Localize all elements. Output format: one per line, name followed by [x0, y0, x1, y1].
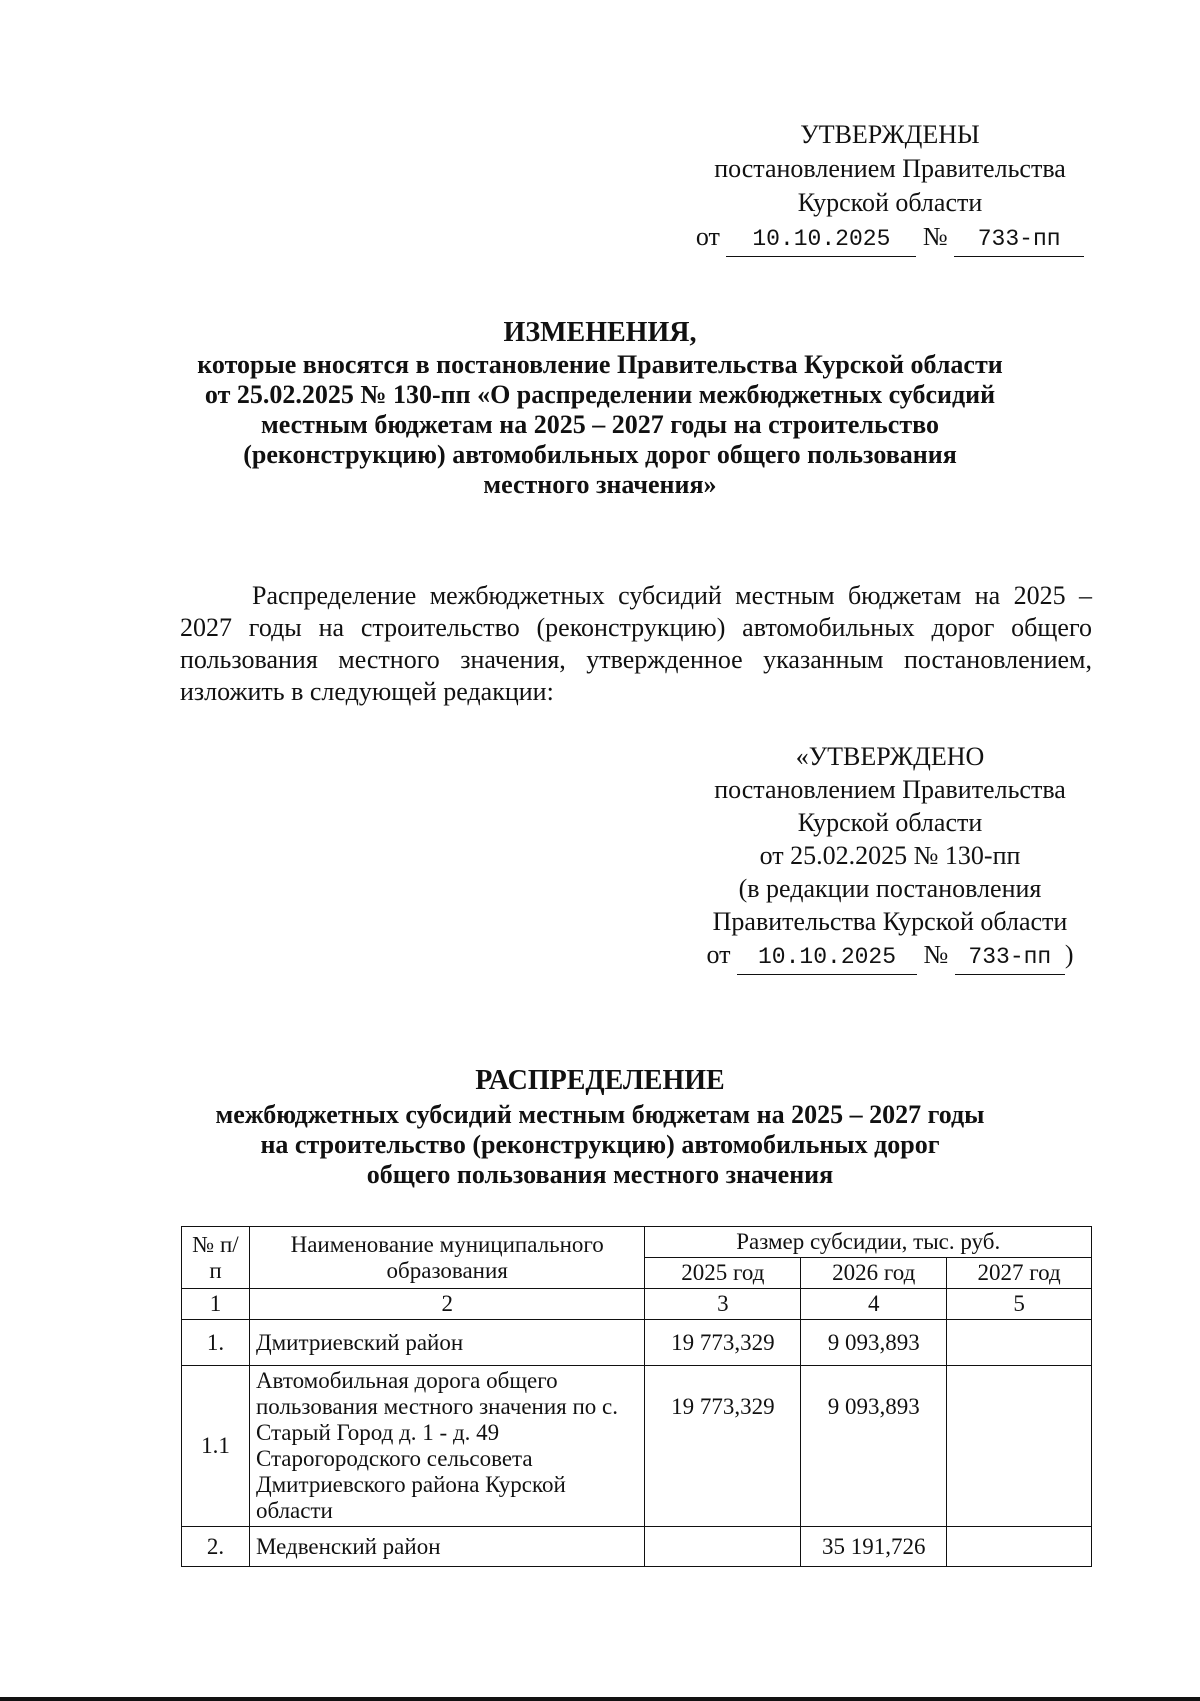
table-header-row — [182, 1227, 1092, 1258]
row-2026: 9 093,893 — [801, 1366, 947, 1527]
body-paragraph — [180, 580, 1092, 708]
changes-subtitle-line: (реконструкцию) автомобильных дорог общего пользования — [243, 440, 957, 469]
row-2026: 35 191,726 — [801, 1527, 947, 1567]
approval2-line-3: от 25.02.2025 № 130-пп — [759, 841, 1021, 870]
distribution-title: РАСПРЕДЕЛЕНИЕ — [475, 1065, 725, 1096]
approval2-date: 10.10.2025 — [737, 941, 917, 975]
col-header-no: № п/п — [182, 1227, 250, 1289]
closing-paren: ) — [1064, 940, 1074, 969]
row-number: 2. — [182, 1527, 250, 1567]
row-2026: 9 093,893 — [801, 1320, 947, 1366]
row-number: 1.1 — [182, 1366, 250, 1527]
approval-number: 733-пп — [954, 222, 1084, 257]
distribution-subtitle-line: общего пользования местного значения — [366, 1160, 834, 1189]
approval-line-2: Курской области — [797, 188, 983, 217]
table-row — [182, 1527, 1092, 1567]
col-header-2026: 2026 год — [801, 1258, 947, 1289]
approval2-date-line — [680, 938, 1100, 975]
col-header-2027: 2027 год — [947, 1258, 1092, 1289]
row-2025: 19 773,329 — [645, 1320, 801, 1366]
changes-title: ИЗМЕНЕНИЯ, — [503, 317, 697, 348]
row-2027 — [947, 1527, 1092, 1567]
row-2027 — [947, 1366, 1092, 1527]
index-cell: 1 — [182, 1289, 250, 1320]
scan-edge-line — [0, 1697, 1200, 1701]
distribution-subtitle-line: межбюджетных субсидий местным бюджетам на 2025 – 2027 годы — [215, 1100, 985, 1129]
approval-line-1: постановлением Правительства — [714, 154, 1066, 183]
changes-subtitle-line: от 25.02.2025 № 130-пп «О распределении межбюджетных субсидий — [204, 380, 996, 409]
row-name: Дмитриевский район — [249, 1320, 645, 1366]
distribution-subtitle-line: на строительство (реконструкцию) автомобильных дорог — [260, 1130, 940, 1159]
changes-subtitle-line: которые вносятся в постановление Правительства Курской области — [197, 350, 1003, 379]
approval-title: УТВЕРЖДЕНЫ — [800, 120, 980, 149]
changes-subtitle-line: местным бюджетам на 2025 – 2027 годы на строительство — [261, 410, 939, 439]
index-cell: 2 — [249, 1289, 645, 1320]
changes-heading — [150, 318, 1050, 500]
row-2025 — [645, 1527, 801, 1567]
approval2-line-5: Правительства Курской области — [712, 907, 1068, 936]
date-prefix: от — [706, 940, 731, 969]
subsidy-table — [181, 1226, 1092, 1567]
approval-block-2 — [680, 740, 1100, 975]
row-2025: 19 773,329 — [645, 1366, 801, 1527]
body-paragraph-text: Распределение межбюджетных субсидий местным бюджетам на 2025 – 2027 годы на строительство (реконструкцию) автомобильных дорог общего пользования местного значения, утвержденное указанным постановлением, изложить в следующей редакции: — [180, 581, 1092, 706]
approval2-number: 733-пп — [955, 941, 1065, 975]
row-name: Медвенский район — [249, 1527, 645, 1567]
number-sign: № — [923, 940, 949, 969]
row-2027 — [947, 1320, 1092, 1366]
table-row — [182, 1366, 1092, 1527]
col-header-2025: 2025 год — [645, 1258, 801, 1289]
approval-header — [680, 118, 1100, 257]
approval-date: 10.10.2025 — [726, 222, 916, 257]
row-name: Автомобильная дорога общего пользования местного значения по с. Старый Город д. 1 - д. 49 Старогородского сельсовета Дмитриевского района Курской области — [249, 1366, 645, 1527]
index-cell: 4 — [801, 1289, 947, 1320]
approval2-line-4: (в редакции постановления — [738, 874, 1042, 903]
row-number: 1. — [182, 1320, 250, 1366]
col-header-name: Наименование муниципального образования — [249, 1227, 645, 1289]
table-row — [182, 1320, 1092, 1366]
date-prefix: от — [695, 222, 720, 251]
distribution-heading — [150, 1066, 1050, 1190]
approval-date-line — [680, 220, 1100, 257]
changes-subtitle-line: местного значения» — [483, 470, 717, 499]
approval2-title: «УТВЕРЖДЕНО — [795, 742, 985, 771]
approval2-line-1: постановлением Правительства — [714, 775, 1066, 804]
number-sign: № — [922, 222, 948, 251]
table-index-row — [182, 1289, 1092, 1320]
index-cell: 5 — [947, 1289, 1092, 1320]
col-header-amount: Размер субсидии, тыс. руб. — [645, 1227, 1092, 1258]
index-cell: 3 — [645, 1289, 801, 1320]
approval2-line-2: Курской области — [797, 808, 983, 837]
